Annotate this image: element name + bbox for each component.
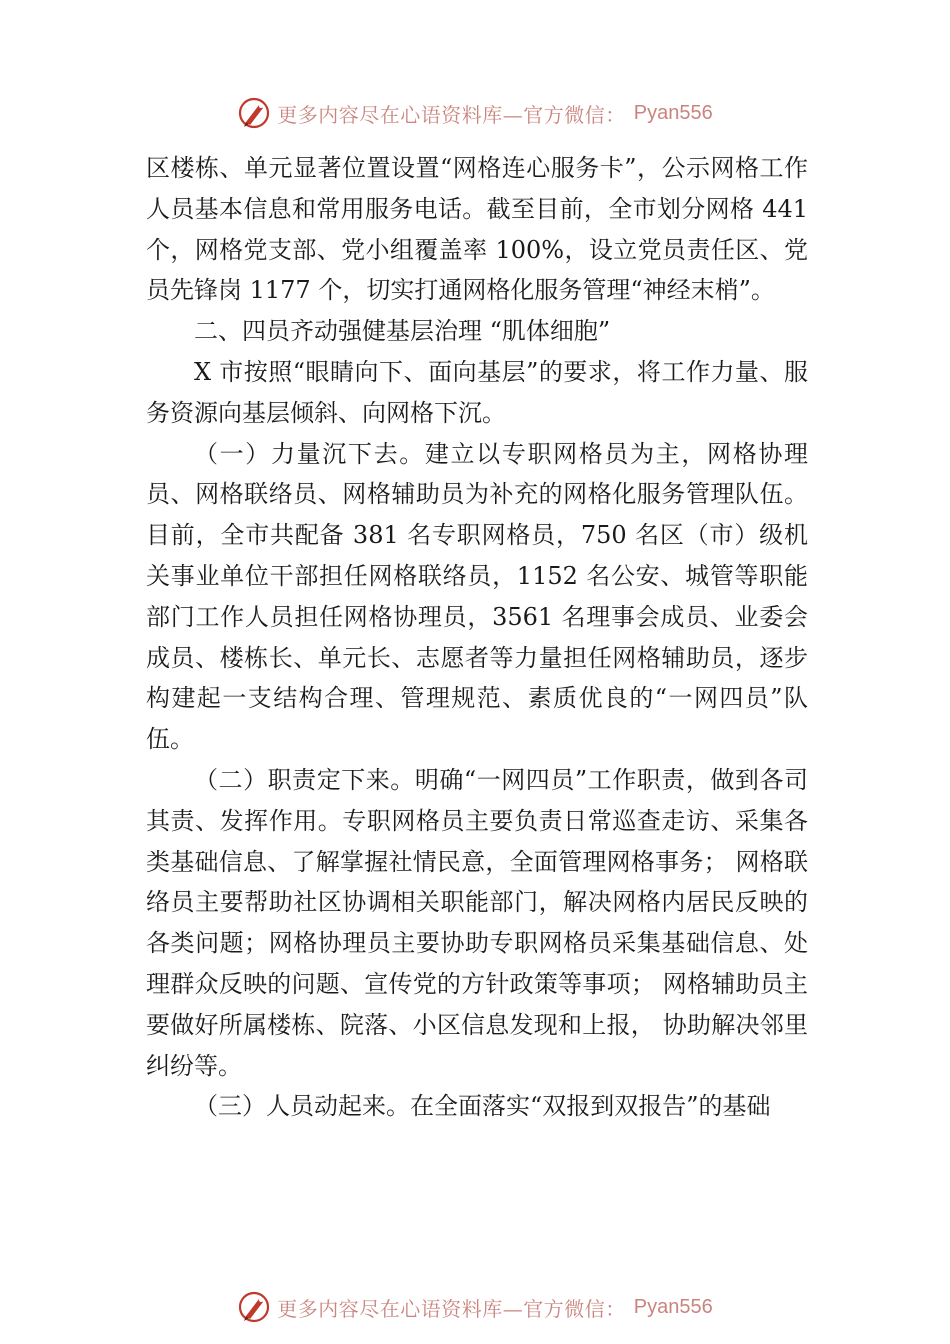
- watermark-footer: [0, 1290, 950, 1324]
- watermark-header: [0, 96, 950, 130]
- paragraph: （二）职责定下来。明确“一网四员”工作职责，做到各司其责、发挥作用。专职网格员主要负责日常巡查走访、采集各类基础信息、了解掌握社情民意，全面管理网格事务； 网格联络员主要帮助社区协调相关职能部门，解决网格内居民反映的各类问题；网格协理员主要协助专职网格员采集基础信息、处理群众反映的问题、宣传党的方针政策等事项； 网格辅助员主要做好所属楼栋、院落、小区信息发现和上报， 协助解决邻里纠纷等。: [146, 765, 808, 1080]
- watermark-text: 更多内容尽在心语资料库—官方微信：: [277, 102, 626, 127]
- pen-logo-icon: [237, 1290, 271, 1324]
- watermark-wechat-id: Pyan556: [633, 101, 713, 124]
- watermark-text: 更多内容尽在心语资料库—官方微信：: [277, 1296, 626, 1321]
- paragraph: （三）人员动起来。在全面落实“双报到双报告”的基础: [194, 1092, 771, 1121]
- paragraph: X 市按照“眼睛向下、面向基层”的要求，将工作力量、服务资源向基层倾斜、向网格下沉。: [146, 357, 808, 427]
- watermark-wechat-id: Pyan556: [633, 1295, 713, 1318]
- paragraph-continued: 区楼栋、单元显著位置设置“网格连心服务卡”，公示网格工作人员基本信息和常用服务电话。截至目前，全市划分网格 441 个，网格党支部、党小组覆盖率 100%，设立党员责任区、党员先锋岗 1177 个，切实打通网格化服务管理“神经末梢”。: [146, 154, 808, 305]
- pen-logo-icon: [237, 96, 271, 130]
- paragraph: （一）力量沉下去。建立以专职网格员为主，网格协理员、网格联络员、网格辅助员为补充的网格化服务管理队伍。目前，全市共配备 381 名专职网格员，750 名区（市）级机关事业单位干部担任网格联络员，1152 名公安、城管等职能部门工作人员担任网格协理员，3561 名理事会成员、业委会成员、楼栋长、单元长、志愿者等力量担任网格辅助员，逐步构建起一支结构合理、管理规范、素质优良的“一网四员”队伍。: [146, 439, 808, 754]
- section-heading: 二、四员齐动强健基层治理 “肌体细胞”: [194, 317, 611, 346]
- document-body: [146, 148, 808, 1127]
